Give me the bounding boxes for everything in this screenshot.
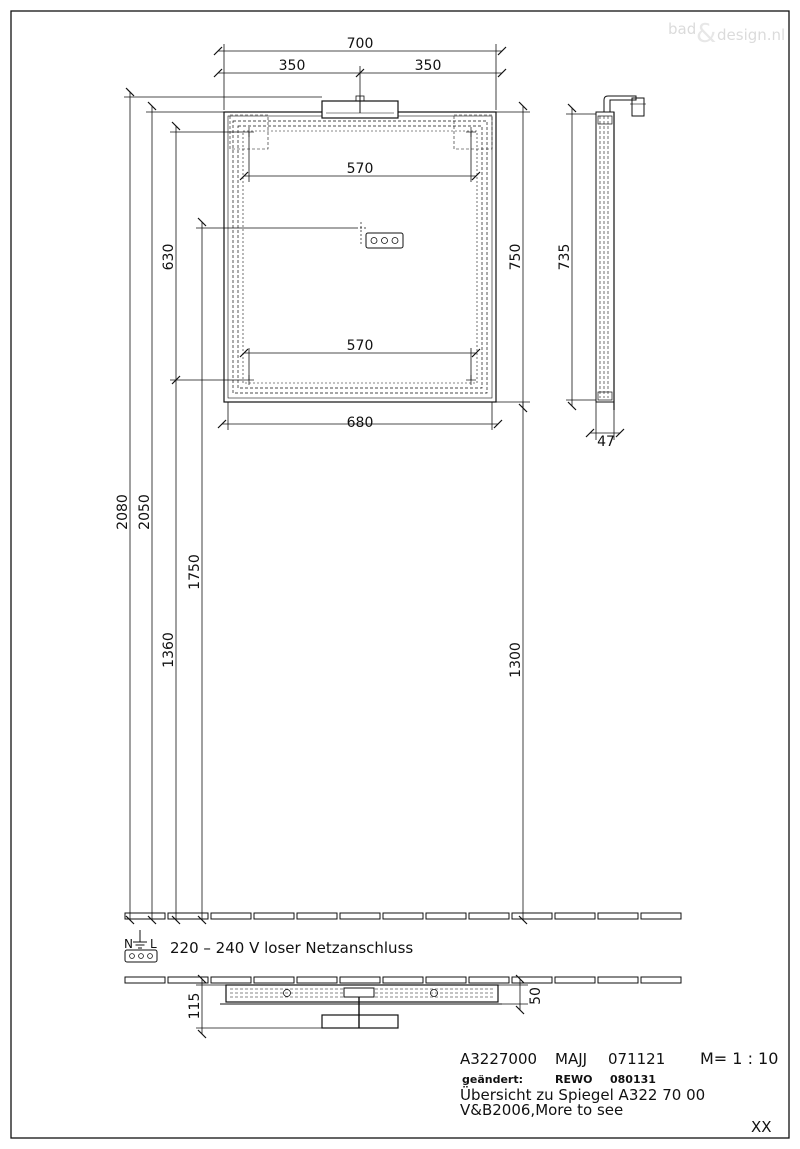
floor-tile	[641, 913, 681, 919]
elevation-dimensions	[124, 92, 523, 920]
floor-tile	[469, 913, 509, 919]
dim-2050: 2050	[137, 494, 153, 530]
dim-350-left: 350	[278, 58, 306, 74]
dim-700: 700	[346, 36, 374, 52]
floor-tile	[555, 977, 595, 983]
svg-text:N: N	[124, 937, 133, 951]
floor-tile	[297, 977, 337, 983]
mirror-side-view	[596, 96, 646, 410]
sheet-border	[11, 11, 789, 1138]
drawing-date: 071121	[608, 1050, 666, 1068]
dim-47: 47	[597, 434, 615, 450]
dim-1750: 1750	[187, 554, 203, 590]
floor-tile	[340, 977, 380, 983]
floor-tile	[469, 977, 509, 983]
floor-tile	[211, 913, 251, 919]
dim-115: 115	[187, 992, 203, 1020]
top-view-dimensions	[196, 979, 528, 1034]
dim-1300: 1300	[508, 642, 524, 678]
floor-tile	[641, 977, 681, 983]
floor-tile	[383, 913, 423, 919]
dim-50: 50	[528, 987, 544, 1005]
top-view-lamp	[322, 1015, 398, 1028]
drawing-scale: M= 1 : 10	[700, 1049, 779, 1068]
dim-570-top: 570	[346, 161, 374, 177]
socket-outlet	[366, 233, 403, 248]
side-view-dimension-labels	[557, 244, 615, 450]
floor-tile	[383, 977, 423, 983]
drawing-description: Übersicht zu Spiegel A322 70 00	[460, 1086, 706, 1104]
svg-text:bad: bad	[668, 20, 697, 38]
title-block	[460, 1049, 778, 1136]
revision-initials: REWO	[555, 1073, 593, 1086]
mains-connection-note: 220 – 240 V loser Netzanschluss	[170, 939, 414, 957]
mirror-outer-frame	[224, 112, 496, 402]
dim-735: 735	[557, 243, 573, 271]
floor-tile	[512, 977, 552, 983]
floor-tile	[426, 913, 466, 919]
dim-350-right: 350	[414, 58, 442, 74]
mirror-top-view	[220, 985, 502, 1028]
dim-680: 680	[346, 415, 374, 431]
revision-date: 080131	[610, 1073, 656, 1086]
svg-text:&: &	[696, 19, 717, 49]
dim-1360: 1360	[161, 632, 177, 668]
floor-tile	[125, 913, 165, 919]
electrical-note	[124, 937, 413, 957]
floor-tile	[598, 913, 638, 919]
svg-text:L: L	[150, 937, 157, 951]
floor-tile	[254, 913, 294, 919]
svg-text:design.nl: design.nl	[717, 26, 786, 44]
floor-tile	[340, 913, 380, 919]
dim-570-bottom: 570	[346, 338, 374, 354]
dim-630: 630	[161, 243, 177, 271]
mirror-front-view	[224, 96, 496, 402]
floor-tile	[254, 977, 294, 983]
floor-tile	[211, 977, 251, 983]
floor-tile	[555, 913, 595, 919]
floor-tile	[297, 913, 337, 919]
floor-tile	[426, 977, 466, 983]
corner-mark: XX	[751, 1118, 772, 1136]
article-number: A3227000	[460, 1050, 538, 1068]
dim-2080: 2080	[115, 494, 131, 530]
changed-label: geändert:	[462, 1073, 524, 1086]
drafter-initials: MAJJ	[555, 1050, 588, 1068]
floor-tile	[598, 977, 638, 983]
copyright-note: V&B2006,More to see	[460, 1101, 624, 1119]
watermark-logo	[668, 19, 785, 49]
floor-tile	[512, 913, 552, 919]
floor-tile	[125, 977, 165, 983]
side-view-dimensions	[566, 108, 620, 440]
dim-750: 750	[508, 243, 524, 271]
